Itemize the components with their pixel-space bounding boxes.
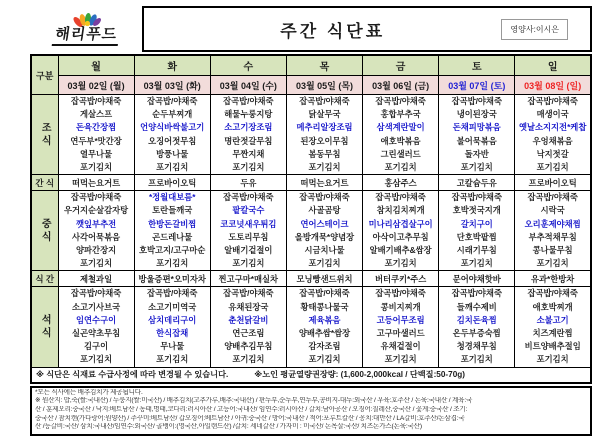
- menu-item: 불어묵볶음: [456, 135, 497, 146]
- menu-item: 홍합부추국: [380, 109, 421, 120]
- menu-item: 연두부*맛간장: [70, 135, 122, 146]
- menu-item: 포기김치: [156, 354, 189, 365]
- menu-item: 단호박팥찜: [456, 231, 497, 242]
- menu-item: 콩나물무침: [532, 245, 573, 256]
- menu-item: 잡곡밥/야채죽: [70, 192, 122, 203]
- menu-item: 소불고기: [536, 314, 569, 325]
- menu-item: 잡곡밥/야채죽: [223, 192, 274, 203]
- meal-cell: [439, 95, 515, 175]
- day-header-cell: 월: [58, 55, 134, 76]
- menu-item: 콩비지찌개: [380, 301, 421, 312]
- day-header-cell: 일: [515, 55, 591, 76]
- origin-note-line: ※ 원산지: 밥,죽(쌀:국내산) / 누룽지(쌀:미국산) / 배추김치(고추가루,배추:국내산) / 판두부,순두부,연두부,콩비지-대두:외국산 / 우육:호주산 / 돈육:국내산 / 계육:국: [35, 397, 473, 405]
- snack-item: 방울증편*오미자차: [134, 271, 210, 287]
- meal-cell: [363, 287, 439, 367]
- menu-item: 포기김치: [232, 354, 265, 365]
- day-header-cell: 금: [363, 55, 439, 76]
- dietitian-name: 영양사:이시은: [501, 19, 568, 40]
- menu-change-note: ※ 식단은 식재료 수급사정에 따라 변경될 수 있습니다. ※노인 평균열량권장량: (1,600-2,000kcal / 단백질:50-70g): [31, 367, 591, 383]
- menu-item: 제육볶음: [308, 314, 341, 325]
- menu-item: 치즈계란찜: [532, 328, 573, 339]
- menu-item: 김치돈육찜: [456, 314, 497, 325]
- menu-item: 잡곡밥/야채죽: [70, 288, 122, 299]
- menu-item: 갈치구이: [460, 218, 493, 229]
- origin-note-line: 중국산 / 참치캔(가다랑어:원양산) / 주꾸미:베트남산/ 갑오징어:베트남산 / 아귀:중국산 / 방어:국내산 / 적어:포루트칼산 / 꽁치:대만산 / LA갈비:호주산/돈삼겹:국: [35, 414, 465, 422]
- menu-item: 옛날소지지전*케찹: [518, 122, 587, 133]
- menu-item: 잡곡밥/야채죽: [299, 288, 350, 299]
- menu-item: 포기김치: [80, 354, 113, 365]
- logo-emblem-icon: [66, 13, 106, 27]
- menu-item: 도토리무침: [228, 231, 269, 242]
- meal-cell: [134, 95, 210, 175]
- menu-item: 닭살무국: [308, 109, 341, 120]
- menu-item: 잡곡밥/야채죽: [375, 288, 426, 299]
- menu-item: 토란들깨국: [152, 205, 193, 216]
- menu-item: 포기김치: [232, 258, 265, 269]
- kimchi-note: *모든 식사에는 배추김치가 제공됩니다.: [35, 388, 143, 396]
- menu-item: 알배기배추&쌈장: [369, 245, 432, 256]
- menu-item: *정월대보름*: [148, 192, 196, 203]
- menu-item: 시래기무침: [456, 245, 497, 256]
- date-cell: 03월 08일 (일): [515, 76, 591, 95]
- menu-item: 포기김치: [384, 162, 417, 173]
- menu-item: 포기김치: [80, 162, 113, 173]
- menu-item: 우거지순살감자탕: [64, 205, 129, 216]
- menu-item: 비트양배추절임: [524, 341, 581, 352]
- menu-item: 잡곡밥/야채죽: [451, 192, 502, 203]
- meal-section-label: 중식: [31, 191, 58, 271]
- menu-item: 돈육간장찜: [76, 122, 117, 133]
- menu-item: 포기김치: [536, 258, 569, 269]
- date-cell: 03월 03일 (화): [134, 76, 210, 95]
- menu-item: 돌자반: [464, 148, 489, 159]
- menu-item: 무나물: [160, 341, 185, 352]
- menu-item: 잡곡밥/야채죽: [299, 192, 350, 203]
- menu-item: 포기김치: [536, 354, 569, 365]
- snack-item: 문어야채핫바: [439, 271, 515, 287]
- snack-item: 두유: [210, 175, 286, 191]
- meal-cell: [439, 287, 515, 367]
- snack-item: 홍삼주스: [363, 175, 439, 191]
- logo-text: 해리푸드: [52, 27, 121, 46]
- page-header: [30, 6, 592, 52]
- menu-item: 곤드레나물: [152, 231, 193, 242]
- day-header-cell: 화: [134, 55, 210, 76]
- meal-section-label: 식 간: [31, 271, 58, 287]
- menu-item: 팥칼국수: [232, 205, 265, 216]
- menu-item: 황태콩나물국: [300, 301, 349, 312]
- menu-item: 우엉채볶음: [532, 135, 573, 146]
- menu-item: 코코넛새우튀김: [220, 218, 277, 229]
- title-box: [142, 6, 592, 52]
- menu-item: 애호박찌개: [532, 301, 573, 312]
- menu-item: 포기김치: [536, 162, 569, 173]
- menu-item: 잡곡밥/야채죽: [70, 96, 122, 106]
- meal-cell: [439, 191, 515, 271]
- menu-item: 냉이된장국: [456, 109, 497, 120]
- menu-item: 무짠지채: [232, 148, 265, 159]
- date-cell: 03월 02일 (월): [58, 76, 134, 95]
- menu-item: 열무나물: [80, 148, 113, 159]
- snack-item: 프로바이오틱: [134, 175, 210, 191]
- menu-item: 오리훈제야채찜: [524, 218, 581, 229]
- snack-item: 버터쿠키*주스: [363, 271, 439, 287]
- menu-item: 소고기장조림: [224, 122, 273, 133]
- menu-item: 잡곡밥/야채죽: [223, 288, 274, 299]
- menu-item: 올방개묵*양념장: [294, 231, 355, 242]
- page-title: 주간 식단표: [280, 21, 386, 41]
- menu-item: 소고기미역국: [148, 301, 197, 312]
- meal-section-label: 간 식: [31, 175, 58, 191]
- menu-item: 시금치나물: [304, 245, 345, 256]
- menu-item: 포기김치: [460, 354, 493, 365]
- menu-item: 사골곰탕: [308, 205, 341, 216]
- company-logo: [30, 6, 142, 52]
- snack-item: 찐고구마*매실차: [210, 271, 286, 287]
- menu-item: 포기김치: [156, 162, 189, 173]
- footer-notes: [30, 386, 592, 436]
- menu-item: 한방돈갈비찜: [148, 218, 197, 229]
- meal-cell: [363, 191, 439, 271]
- meal-cell: [210, 191, 286, 271]
- menu-item: 유채겉절이: [380, 341, 421, 352]
- menu-item: 순두부찌개: [152, 109, 193, 120]
- meal-cell: [58, 191, 134, 271]
- menu-item: 방풍나물: [156, 148, 189, 159]
- menu-item: 청경채무침: [456, 341, 497, 352]
- menu-item: 아삭이고추무침: [372, 231, 429, 242]
- menu-item: 잡곡밥/야채죽: [375, 192, 426, 203]
- menu-item: 오징어젓무침: [148, 135, 197, 146]
- day-header-cell: 수: [210, 55, 286, 76]
- origin-note-line: 산 /등갈비:국산/ 삼치:국내산/임연수:외국산/ 골뱅이:(영국산,아일랜드산) /갈치: 세네갈산 / 가자미 : 미국산/ 돈목살:국산/ 치즈돈가스(돈육:국산): [35, 423, 422, 431]
- menu-item: 온두부증숙찜: [452, 328, 501, 339]
- menu-item: 돈채피망볶음: [452, 122, 501, 133]
- snack-item: 고칼슘두유: [439, 175, 515, 191]
- menu-item: 유채된장국: [228, 301, 269, 312]
- date-cell: 03월 06일 (금): [363, 76, 439, 95]
- menu-item: 참치김치찌개: [376, 205, 425, 216]
- menu-item: 그린샐러드: [380, 148, 421, 159]
- menu-item: 감자조림: [308, 341, 341, 352]
- menu-item: 포기김치: [460, 258, 493, 269]
- menu-item: 시락국: [540, 205, 565, 216]
- menu-item: 잡곡밥/야채죽: [527, 192, 578, 203]
- meal-cell: [58, 287, 134, 367]
- menu-item: 임연수구이: [76, 314, 117, 325]
- menu-item: 잡곡밥/야채죽: [451, 96, 502, 106]
- menu-item: 메추리알장조림: [296, 122, 353, 133]
- menu-item: 잡곡밥/야채죽: [451, 288, 502, 299]
- menu-item: 부추적채무침: [528, 231, 577, 242]
- menu-item: 낙지젓갈: [536, 148, 569, 159]
- menu-item: 김구이: [84, 341, 109, 352]
- menu-item: 매생이국: [536, 109, 569, 120]
- menu-item: 잡곡밥/야채죽: [299, 96, 350, 106]
- menu-item: 명란젓갈무침: [224, 135, 273, 146]
- menu-item: 실곤약초무침: [72, 328, 121, 339]
- menu-item: 잡곡밥/야채죽: [527, 96, 578, 106]
- menu-item: 한식잡채: [156, 328, 189, 339]
- meal-cell: [515, 191, 591, 271]
- day-header-cell: 토: [439, 55, 515, 76]
- menu-item: 사각어묵볶음: [72, 231, 121, 242]
- menu-item: 포기김치: [384, 354, 417, 365]
- meal-cell: [58, 95, 134, 175]
- meal-cell: [286, 95, 362, 175]
- menu-item: 연어스테이크: [300, 218, 349, 229]
- meal-cell: [210, 287, 286, 367]
- meal-cell: [515, 95, 591, 175]
- menu-item: 잡곡밥/야채죽: [527, 288, 578, 299]
- menu-item: 언양식바싹불고기: [140, 122, 205, 133]
- menu-item: 소고기사브국: [72, 301, 121, 312]
- menu-item: 삼치데리구이: [148, 314, 197, 325]
- menu-item: 포기김치: [308, 162, 341, 173]
- menu-item: 고등어무조림: [376, 314, 425, 325]
- menu-item: 봄동무침: [308, 148, 341, 159]
- meal-cell: [210, 95, 286, 175]
- menu-item: 된장오이무침: [300, 135, 349, 146]
- menu-item: 잡곡밥/야채죽: [147, 288, 198, 299]
- menu-item: 삼색계란말이: [376, 122, 425, 133]
- meal-cell: [286, 287, 362, 367]
- menu-item: 게살스프: [80, 109, 113, 120]
- meal-cell: [515, 287, 591, 367]
- menu-item: 양배추쌈*쌈장: [298, 328, 351, 339]
- meal-section-label: 석식: [31, 287, 58, 367]
- origin-note-line: 산 / 훈제오리:중국산 / 낙지:베트남산 / 동태,명태,코다리:러시아산 / 고등어:국내산/ 임연수:러시아산 / 갈치:남아공산 / 오징어:칠레산,중국산 / 꽃게:중국산 / 조기:: [35, 406, 468, 414]
- corner-label: 구분: [31, 55, 58, 95]
- menu-item: 해물누룽지탕: [224, 109, 273, 120]
- menu-item: 미나리삼겹살구이: [368, 218, 433, 229]
- date-cell: 03월 04일 (수): [210, 76, 286, 95]
- snack-item: 제철과일: [58, 271, 134, 287]
- menu-item: 알배기겉절이: [224, 245, 273, 256]
- menu-item: 양배추김무침: [224, 341, 273, 352]
- menu-item: 고구마샐러드: [376, 328, 425, 339]
- meal-cell: [134, 191, 210, 271]
- day-header-cell: 목: [286, 55, 362, 76]
- menu-item: 깻잎부추전: [76, 218, 117, 229]
- menu-item: 연근조림: [232, 328, 265, 339]
- menu-item: 포기김치: [232, 162, 265, 173]
- snack-item: 프로바이오틱: [515, 175, 591, 191]
- menu-item: 포기김치: [460, 162, 493, 173]
- snack-item: 떠먹는요거트: [58, 175, 134, 191]
- menu-item: 포기김치: [156, 258, 189, 269]
- menu-item: 잡곡밥/야채죽: [375, 96, 426, 106]
- snack-item: 유과*한방차: [515, 271, 591, 287]
- snack-item: 떠먹는요거트: [286, 175, 362, 191]
- menu-item: 포기김치: [80, 258, 113, 269]
- snack-item: 모닝빵샌드위치: [286, 271, 362, 287]
- menu-item: 포기김치: [384, 258, 417, 269]
- menu-item: 애호박볶음: [380, 135, 421, 146]
- menu-item: 호박고지/고구마순: [138, 245, 206, 256]
- meal-cell: [363, 95, 439, 175]
- meal-cell: [134, 287, 210, 367]
- meal-section-label: 조식: [31, 95, 58, 175]
- menu-item: 포기김치: [308, 258, 341, 269]
- menu-item: 들깨수제비: [456, 301, 497, 312]
- menu-item: 포기김치: [308, 354, 341, 365]
- menu-item: 잡곡밥/야채죽: [147, 96, 198, 106]
- date-cell: 03월 05일 (목): [286, 76, 362, 95]
- menu-item: 춘천닭갈비: [228, 314, 269, 325]
- meal-cell: [286, 191, 362, 271]
- menu-item: 호박젓국지개: [452, 205, 501, 216]
- menu-item: 양파간장지: [76, 245, 117, 256]
- date-cell: 03월 07일 (토): [439, 76, 515, 95]
- menu-table: [30, 54, 592, 384]
- menu-item: 잡곡밥/야채죽: [223, 96, 274, 106]
